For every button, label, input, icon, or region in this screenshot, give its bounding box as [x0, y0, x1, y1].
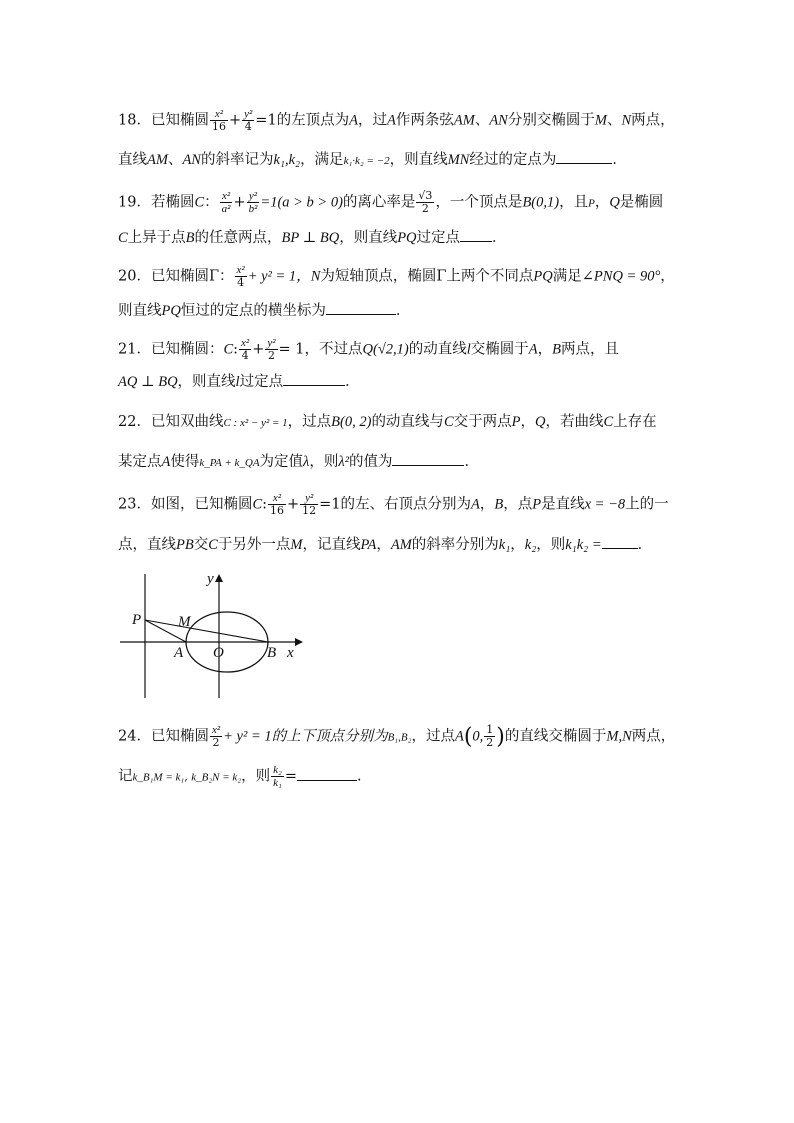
var: k_B₂N = k₂	[191, 771, 242, 784]
text: ，满足	[300, 152, 344, 168]
text: 于另外一点	[217, 537, 291, 553]
text: 已知椭圆Γ：	[150, 268, 234, 285]
frac-den: 16	[211, 120, 226, 133]
text: ，则直线	[339, 230, 398, 246]
fraction	[210, 108, 228, 133]
var: C	[603, 414, 614, 430]
frac-den: 2	[421, 202, 429, 215]
problem-20-line-1	[118, 264, 675, 289]
frac-num: k₂	[273, 764, 282, 776]
text: 为定值	[259, 454, 304, 470]
var: =1(a > b > 0)	[260, 194, 343, 211]
text: 是直线	[541, 496, 585, 513]
text: ，过点	[287, 414, 332, 430]
problem-20-line-2	[118, 301, 410, 321]
text: 恒过的定点的横坐标为	[180, 303, 326, 319]
problem-24-line-2: 记k_B₁M = k₁, k_B₂N = k₂，则 $\frac{\text{k₂}}{\text{k₁}}$ = .	[118, 764, 362, 789]
text: 两点，	[631, 728, 676, 745]
frac-den: k₁	[273, 777, 282, 789]
text: 已知椭圆	[150, 112, 209, 129]
var: B(0, 2)	[331, 414, 372, 430]
fraction	[235, 264, 247, 289]
fraction	[271, 764, 284, 789]
text: 已知双曲线	[150, 414, 224, 430]
var: PQ	[161, 303, 181, 319]
var: A	[387, 112, 396, 129]
text: 上存在	[613, 414, 657, 430]
frac-den: 2	[212, 736, 220, 749]
text: ，过点	[411, 728, 455, 745]
var: PQ	[533, 268, 553, 285]
paren-right: )	[496, 724, 505, 750]
var: k₁·k₂ = −2	[343, 155, 390, 167]
text: :	[233, 341, 239, 358]
fraction	[300, 492, 318, 517]
problem-number: 19．	[118, 194, 151, 211]
problem-number: 24．	[118, 728, 151, 745]
problem-number: 21．	[118, 341, 151, 358]
fraction	[239, 337, 251, 362]
var: C	[443, 414, 454, 430]
fraction	[268, 492, 286, 517]
text: 若椭圆	[150, 194, 195, 211]
text: =1的左、右顶点分别为	[319, 496, 472, 513]
text: ．	[637, 537, 653, 553]
frac-den: a²	[221, 203, 231, 215]
text: 的直线交椭圆于	[504, 728, 607, 745]
text: 点，直线	[118, 537, 176, 553]
var: Q	[534, 414, 546, 430]
frac-den: 4	[244, 120, 252, 133]
text: 使得	[170, 454, 200, 470]
answer-blank[interactable]	[460, 229, 492, 242]
text: 过定点	[416, 230, 461, 246]
text: 则直线	[118, 303, 162, 319]
text: 作两条弦	[395, 112, 454, 129]
var: MN	[447, 152, 470, 168]
var: BP ⊥ BQ	[281, 230, 340, 246]
y-axis-arrow	[215, 574, 223, 582]
var: PB	[176, 537, 194, 553]
var: + y² = 1的上下顶点分别为	[223, 728, 388, 745]
answer-blank[interactable]	[556, 151, 612, 164]
var: 0,	[472, 728, 484, 745]
var: B	[552, 341, 561, 358]
var: PQ	[397, 230, 417, 246]
var: λ	[303, 454, 310, 470]
text: ，则	[309, 454, 339, 470]
var: k₁,k₂	[273, 152, 301, 168]
answer-blank[interactable]	[326, 302, 396, 315]
var: B	[185, 230, 195, 246]
text: ．	[395, 303, 411, 319]
text: 为短轴顶点，椭圆Γ上两个不同点	[320, 268, 534, 285]
problem-18-line-2	[118, 150, 627, 171]
frac-num: √3	[418, 189, 433, 202]
var: B	[494, 496, 504, 513]
label-M: M	[178, 614, 191, 630]
text: 的离心率是	[342, 194, 416, 211]
text: 直线	[118, 152, 147, 168]
problem-22-line-1	[118, 412, 657, 433]
label-P: P	[132, 612, 142, 628]
var: C	[223, 341, 234, 358]
problem-21-line-2	[118, 372, 360, 392]
problem-19-line-1: 19．若椭圆C： $\frac{\text{x²}}{\text{a²}}$ + $\frac{\text{y²}}{\text{b²}}$ =1(a > b > 0)的离心率是 $\frac{√3}{2}$ ，一个顶点是B(0,1)，且P，Q是椭圆	[118, 189, 664, 215]
fraction	[247, 190, 260, 215]
label-A: A	[174, 645, 184, 661]
text: 记	[118, 768, 133, 785]
text: ．	[464, 454, 479, 470]
var: M,N	[606, 728, 632, 745]
text: ，则直线	[389, 152, 448, 168]
frac-den: 2	[486, 736, 494, 749]
text: ，	[537, 341, 553, 358]
var: C	[252, 496, 263, 513]
var: AM	[453, 112, 475, 129]
var: PA	[360, 537, 377, 553]
text: 的动直线	[408, 341, 467, 358]
text: 、	[167, 152, 183, 168]
text: 的斜率分别为	[411, 537, 499, 553]
var: M	[290, 537, 303, 553]
frac-num: x²	[236, 264, 245, 276]
text: ，且	[559, 194, 589, 211]
var: AM	[147, 152, 168, 168]
label-B: B	[267, 645, 277, 661]
frac-den: 2	[267, 349, 275, 362]
var: AN	[182, 152, 201, 168]
var: C	[118, 230, 128, 246]
frac-den: 4	[237, 276, 245, 289]
fraction	[416, 190, 434, 215]
frac-num: y²	[267, 337, 276, 349]
var: M	[594, 112, 607, 129]
var: AN	[489, 112, 508, 129]
fraction	[242, 108, 254, 133]
var: A	[471, 496, 480, 513]
text: 交椭圆于	[470, 341, 529, 358]
var: Q	[609, 194, 620, 211]
problem-number: 20．	[118, 268, 151, 285]
problem-number: 23．	[118, 496, 151, 513]
text: ．	[492, 230, 507, 246]
var: Q(√2,1)	[362, 341, 409, 358]
fraction	[484, 724, 495, 749]
frac-num: x²	[241, 337, 250, 349]
var: P	[588, 197, 595, 210]
frac-num: y²	[300, 492, 318, 505]
var: l	[466, 341, 471, 358]
text: ，则	[536, 537, 566, 553]
answer-blank[interactable]	[602, 536, 638, 549]
var: x = −8	[584, 496, 626, 513]
text: ，过	[358, 112, 388, 129]
var: k₂	[524, 537, 537, 553]
text: 的任意两点，	[194, 230, 282, 246]
text: 上的一	[625, 496, 669, 513]
var: k_B₁M = k₁	[132, 771, 185, 784]
frac-den: 12	[302, 504, 317, 517]
label-x: x	[287, 645, 294, 661]
text: 如图，已知椭圆	[150, 496, 253, 513]
var: k₁	[498, 537, 511, 553]
text: 过定点	[239, 374, 284, 390]
text: 、	[474, 112, 490, 129]
problem-23-line-1: 23．如图，已知椭圆C: $\frac{\text{x²}}{16}$ + $\frac{\text{y²}}{12}$ =1的左、右顶点分别为A，B，点P是直线x = −8上的一	[118, 492, 669, 517]
text: ，一个顶点是	[435, 194, 523, 211]
fraction	[210, 724, 222, 749]
var: k₁k₂ =	[565, 537, 602, 553]
text: ．	[612, 152, 627, 168]
var: A	[528, 341, 538, 358]
var: B₁,B₂	[387, 731, 412, 744]
text: 两点，且	[561, 341, 619, 358]
problem-number: 18．	[118, 112, 151, 129]
label-y: y	[207, 571, 214, 587]
text: ，则直线	[177, 374, 236, 390]
text: ，	[510, 537, 525, 553]
text: ，	[660, 268, 675, 285]
frac-den: 4	[241, 349, 249, 362]
ellipse-figure	[115, 568, 315, 703]
text: ，	[594, 194, 610, 211]
var: AM	[390, 537, 412, 553]
var: AQ ⊥ BQ	[118, 374, 178, 390]
var: P	[532, 496, 542, 513]
text: 分别交椭圆于	[507, 112, 595, 129]
problem-18-line-1: 18．已知椭圆 $\frac{\text{x²}}{16}$ + $\frac{\text{y²}}{4}$ =1的左顶点为A，过A作两条弦AM、AN分别交椭圆于M、N两点，	[118, 108, 675, 133]
label-O: O	[213, 645, 224, 661]
var: C	[194, 194, 205, 211]
text: :	[262, 496, 268, 513]
problem-number: 22．	[118, 414, 151, 430]
frac-den: 16	[270, 504, 285, 517]
var: + y² = 1，	[247, 268, 311, 285]
text: ，点	[503, 496, 533, 513]
problem-21-line-1: 21．已知椭圆：C: $\frac{\text{x²}}{4}$ + $\frac{\text{y²}}{2}$ = 1，不过点Q(√2,1)的动直线l交椭圆于A，B两点，且	[118, 337, 619, 362]
text: 交于两点	[453, 414, 512, 430]
text: ，	[479, 496, 495, 513]
answer-blank[interactable]	[297, 768, 357, 781]
text: 已知椭圆	[150, 728, 209, 745]
var: k_PA + k_QA	[199, 457, 260, 469]
text: =1的左顶点为	[255, 112, 350, 129]
text: =	[284, 768, 297, 785]
text: ，若曲线	[545, 414, 604, 430]
frac-num: x²	[220, 190, 233, 203]
text: = 1，不过点	[278, 341, 363, 358]
text: 交	[193, 537, 209, 553]
text: 上异于点	[127, 230, 186, 246]
text: 的值为	[348, 454, 393, 470]
text: 的动直线与	[371, 414, 444, 430]
answer-blank[interactable]	[392, 453, 464, 466]
frac-den: b²	[248, 203, 258, 215]
fraction	[265, 337, 277, 362]
text: 某定点	[118, 454, 162, 470]
problem-24-line-1	[118, 724, 675, 749]
problem-22-line-2	[118, 452, 479, 473]
var: A	[161, 454, 171, 470]
frac-num: 1	[486, 723, 494, 736]
var: ∠PNQ = 90°	[581, 268, 661, 285]
var: λ²	[338, 454, 349, 470]
var: C	[208, 537, 218, 553]
var: N	[310, 268, 321, 285]
text: 、	[606, 112, 622, 129]
text: ，	[376, 537, 391, 553]
var: C : x² − y² = 1	[223, 417, 288, 429]
frac-num: y²	[247, 190, 260, 203]
text: 是椭圆	[619, 194, 664, 211]
x-axis-arrow	[295, 638, 303, 646]
answer-blank[interactable]	[283, 373, 345, 386]
text: ：	[204, 194, 219, 211]
text: ．	[345, 374, 360, 390]
var: B(0,1)	[522, 194, 560, 211]
var: N	[621, 112, 632, 129]
problem-19-line-2	[118, 228, 507, 248]
fraction	[220, 190, 233, 215]
var: P	[511, 414, 521, 430]
text: ，记直线	[302, 537, 361, 553]
text: 两点，	[631, 112, 675, 129]
segment-PB	[145, 620, 268, 642]
text: 经过的定点为	[469, 152, 557, 168]
var: l	[235, 374, 240, 390]
text: ，	[520, 414, 535, 430]
var: A	[349, 112, 359, 129]
frac-num: x²	[211, 724, 221, 736]
text: .	[357, 768, 362, 785]
frac-num: y²	[244, 108, 253, 120]
text: ，则	[241, 768, 271, 785]
text: 的斜率记为	[200, 152, 274, 168]
text: 已知椭圆：	[150, 341, 224, 358]
text: 满足	[552, 268, 582, 285]
frac-num: x²	[268, 492, 286, 505]
paren-left: (	[463, 724, 473, 750]
problem-23-line-2	[118, 535, 652, 555]
frac-num: x²	[210, 108, 228, 121]
var: A	[454, 728, 464, 745]
